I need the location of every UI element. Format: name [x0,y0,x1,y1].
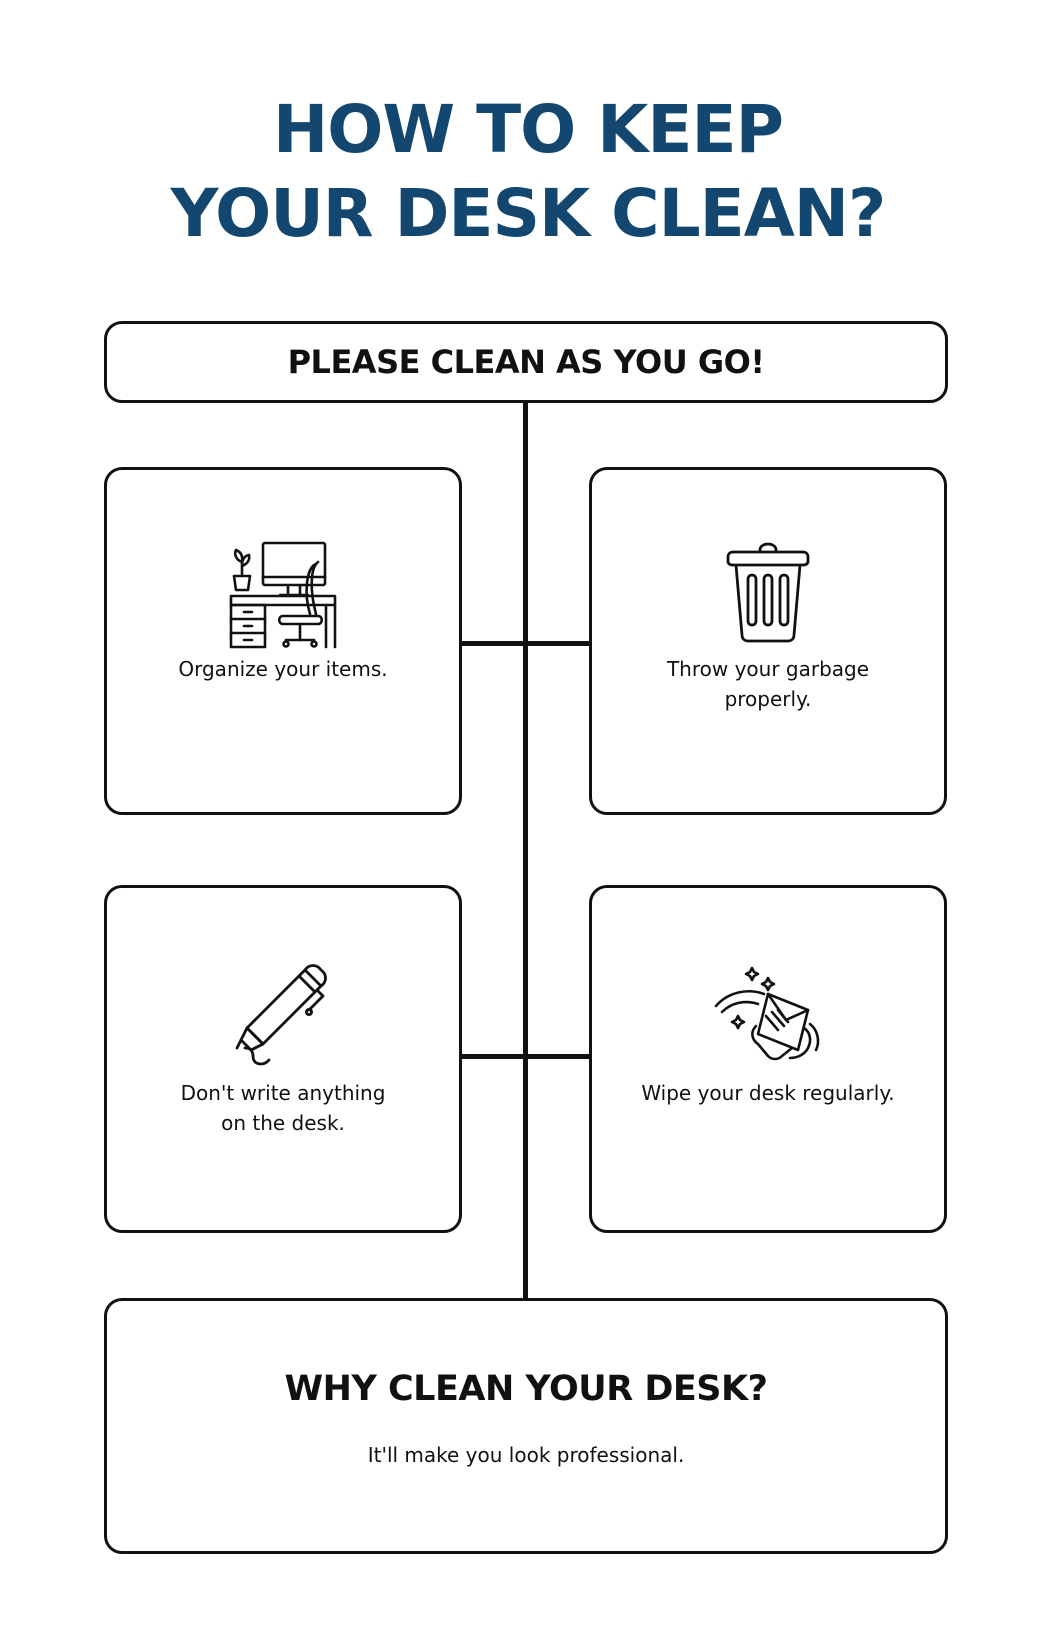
connector-line-bottom [461,1054,589,1059]
tip-caption [612,1078,924,1108]
clean-as-you-go-banner [104,321,948,403]
tip-card-wipe [589,885,947,1233]
desk-workstation-icon [107,540,459,650]
why-clean-title: WHY CLEAN YOUR DESK? [284,1369,768,1409]
caption-line: on the desk. [221,1111,345,1135]
pen-icon [107,962,459,1068]
why-clean-text: It'll make you look professional. [367,1443,685,1467]
connector-vertical-line [523,403,528,1298]
caption-line: Wipe your desk regularly. [641,1081,895,1105]
tip-card-organize [104,467,462,815]
banner-text: PLEASE CLEAN AS YOU GO! [287,343,765,381]
tip-caption [612,654,924,714]
tip-card-garbage [589,467,947,815]
wipe-cloth-icon [592,964,944,1064]
title-line-2: YOUR DESK CLEAN? [170,175,886,252]
caption-line: Throw your garbage [666,657,870,681]
title-line-1: HOW TO KEEP [273,91,783,168]
page-title [0,88,1056,256]
tip-card-no-writing [104,885,462,1233]
trash-can-icon [592,540,944,644]
caption-line: Organize your items. [178,657,388,681]
tip-caption [127,1078,439,1138]
caption-line: properly. [724,687,812,711]
caption-line: Don't write anything [180,1081,386,1105]
connector-line-top [461,641,589,646]
why-clean-box [104,1298,948,1554]
tip-caption [127,654,439,684]
